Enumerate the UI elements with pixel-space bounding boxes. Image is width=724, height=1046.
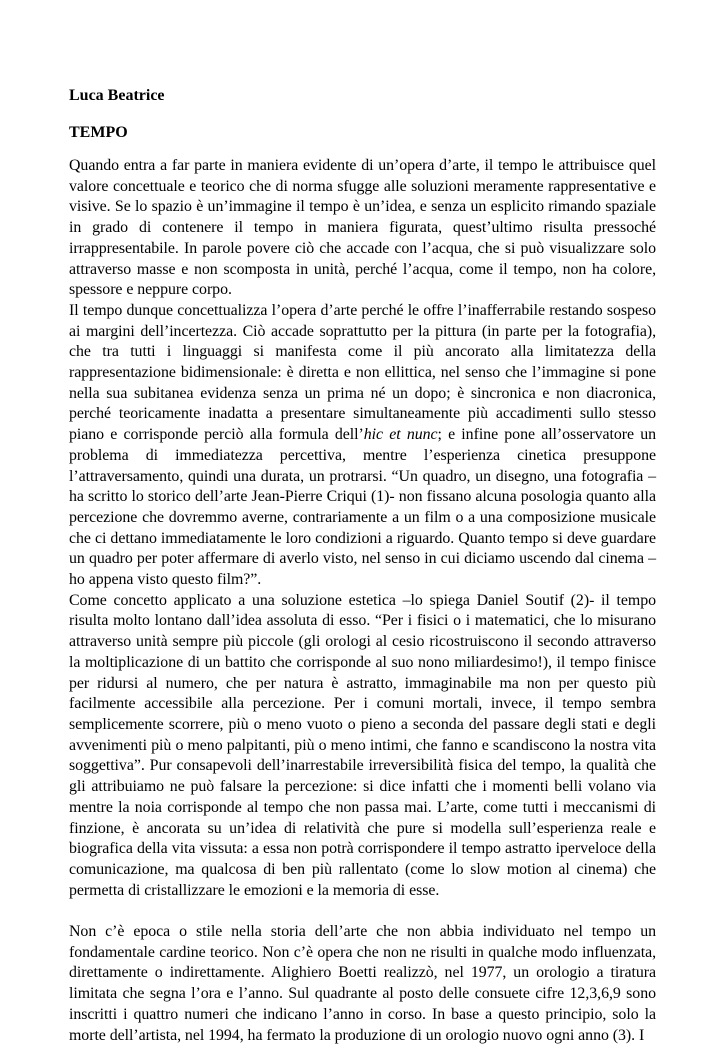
paragraph-text: Quando entra a far parte in maniera evidente di un’opera d’arte, il tempo le attribuisce quel valore concettuale e teorico che di norma sfugge alle soluzioni meramente rappresentative e visive. Se lo spazio è un’immagine il tempo è un’idea, e senza un esplicito rimando spaziale in grado di contenere il tempo in maniera figurata, quest’ultimo risulta pressoché irrappresentabile. In parole povere ciò che accade con l’acqua, che si può visualizzare solo attraverso masse e non scomposta in unità, perché l’acqua, come il tempo, non ha colore, spessore e neppure corpo. xyxy=(69,157,656,299)
paragraph-3 xyxy=(69,591,656,902)
paragraph-1 xyxy=(69,156,656,301)
paragraph-text: Il tempo dunque concettualizza l’opera d’arte perché le offre l’inafferrabile restando sospeso ai margini dell’incertezza. Ciò accade soprattutto per la pittura (in parte per la fotografia), che tra tutti i linguaggi si manifesta come il più ancorato alla limitatezza della rappresentazione bidimensionale: è diretta e non ellittica, nel senso che l’immagine si pone nella sua subitanea evidenza senza un prima né un dopo; è sincronica e non diacronica, perché teoricamente inadatta a presentare simultaneamente più accadimenti sullo stesso piano e corrisponde perciò alla formula dell’ xyxy=(69,301,656,444)
document-body xyxy=(69,156,656,1046)
paragraph-text: ; e infine pone all’osservatore un problema di immediatezza percettiva, mentre l’esperienza cinetica presuppone l’attraversamento, quindi una durata, un protrarsi. “Un quadro, un disegno, una fotografia – ha scritto lo storico dell’arte Jean-Pierre Criqui (1)- non fissano alcuna posologia quanto alla percezione che dovremmo averne, contrariamente a un film o a una composizione musicale che ci dettano immediatamente le loro condizioni a riguardo. Quanto tempo si deve guardare un quadro per poter affermare di averlo visto, nel senso in cui diciamo uscendo dal cinema –ho appena visto questo film?”. xyxy=(69,426,656,589)
paragraph-text: Come concetto applicato a una soluzione estetica –lo spiega Daniel Soutif (2)- il tempo risulta molto lontano dall’idea assoluta di esso. “Per i fisici o i matematici, che lo misurano attraverso unità sempre più piccole (gli orologi al cesio ricostruiscono il secondo attraverso la moltiplicazione di un battito che corrisponde al suo nono miliardesimo!), il tempo finisce per ridursi al numero, che per natura è astratto, immaginabile ma non per questo più facilmente accessibile alla percezione. Per i comuni mortali, invece, il tempo sembra semplicemente scorrere, più o meno vuoto o pieno a seconda del passare degli stati e degli avvenimenti più o meno palpitanti, più o meno intimi, che fanno e scandiscono la nostra vita soggettiva”. Pur consapevoli dell’inarrestabile irreversibilità fisica del tempo, la qualità che gli attribuiamo ne può falsare la percezione: si dice infatti che i momenti belli volano via mentre la noia corrisponde al tempo che non passa mai. L’arte, come tutti i meccanismi di finzione, è ancorata su un’idea di relatività che pure si modella sull’esperienza reale e biografica della vita vissuta: a essa non potrà corrispondere il tempo astratto iperveloce della comunicazione, ma qualcosa di ben più rallentato (come lo slow motion al cinema) che permetta di cristallizzare le emozioni e la memoria di esse. xyxy=(69,591,656,899)
paragraph-4 xyxy=(69,922,656,1046)
italic-phrase: hic et nunc xyxy=(363,426,438,444)
author-name: Luca Beatrice xyxy=(69,87,165,104)
paragraph-2 xyxy=(69,301,656,591)
document-title: TEMPO xyxy=(69,124,128,141)
paragraph-text: Non c’è epoca o stile nella storia dell’arte che non abbia individuato nel tempo un fondamentale cardine teorico. Non c’è opera che non ne risulti in qualche modo influenzata, direttamente o indirettamente. Alighiero Boetti realizzò, nel 1977, un orologio a tiratura limitata che segna l’ora e l’anno. Sul quadrante al posto delle consuete cifre 12,3,6,9 sono inscritti i quattro numeri che indicano l’anno in corso. In base a questo principio, solo la morte dell’artista, nel 1994, ha fermato la produzione di un orologio nuovo ogni anno (3). I xyxy=(69,923,656,1044)
